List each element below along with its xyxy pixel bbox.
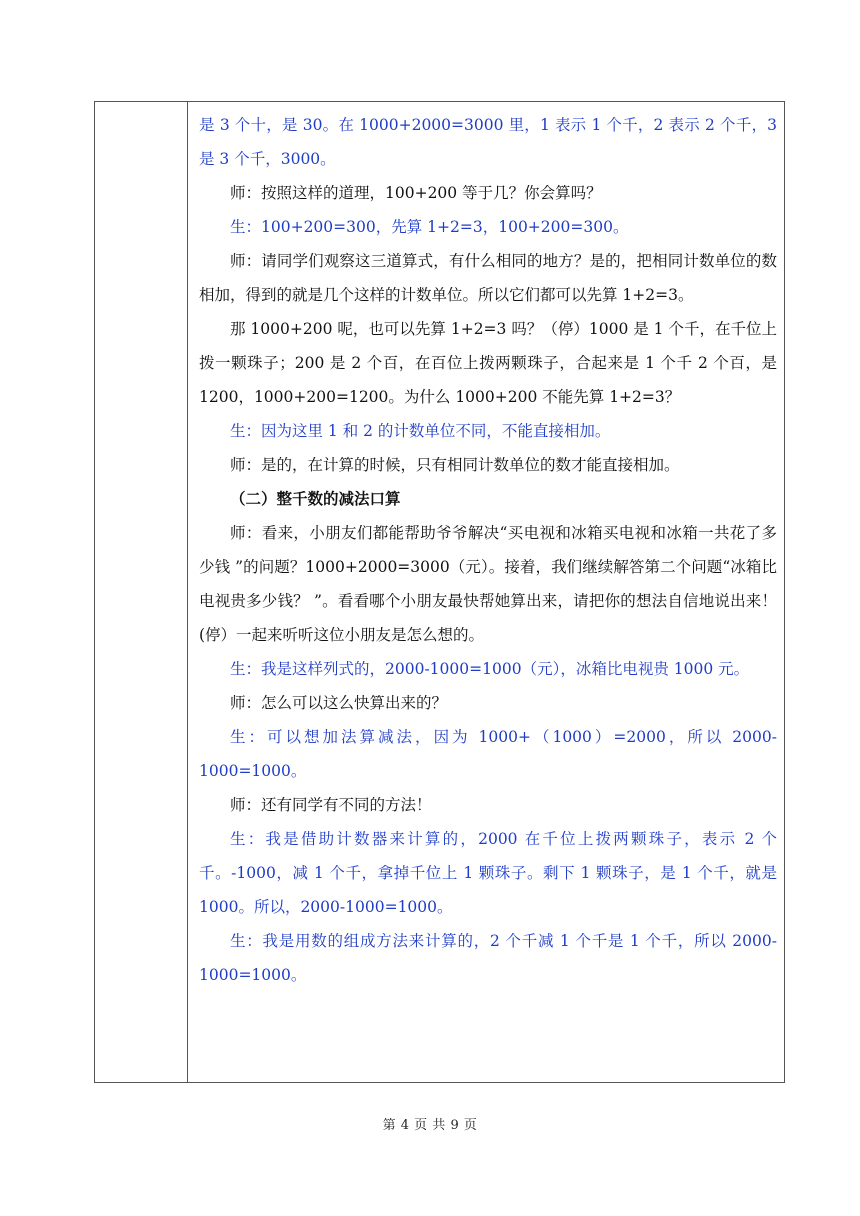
paragraph-teacher-how: 师：怎么可以这么快算出来的？	[230, 694, 448, 712]
paragraph-student-addition-method: 生：可以想加法算减法，因为 1000+（1000）=2000，所以 2000-1000=1000。	[199, 728, 777, 780]
section-heading: （二）整千数的减法口算	[230, 489, 401, 508]
table-content-cell	[199, 108, 777, 992]
paragraph-teacher-intro-subtraction: 师：看来，小朋友们都能帮助爷爷解决“买电视和冰箱买电视和冰箱一共花了多少钱 ”的问题？1000+2000=3000（元）。接着，我们继续解答第二个问题“冰箱比电视贵多少钱？ ”。看看哪个小朋友最快帮她算出来，请把你的想法自信地说出来！(停）一起来听听这位小朋友是怎么想的。	[199, 524, 777, 644]
paragraph-student-continuation: 是 3 个十，是 30。在 1000+2000=3000 里，1 表示 1 个千，2 表示 2 个千，3 是 3 个千，3000。	[199, 116, 777, 168]
lesson-table	[94, 101, 785, 1083]
paragraph-student-abacus-method: 生：我是借助计数器来计算的，2000 在千位上拨两颗珠子，表示 2 个千。-1000，减 1 个千，拿掉千位上 1 颗珠子。剩下 1 颗珠子，是 1 个千，就是 1000。所以，2000-1000=1000。	[199, 830, 777, 916]
paragraph-student-answer: 生：100+200=300，先算 1+2=3，100+200=300。	[230, 218, 629, 236]
table-left-column	[95, 102, 188, 1082]
paragraph-student-composition-method: 生：我是用数的组成方法来计算的，2 个千减 1 个千是 1 个千，所以 2000-1000=1000。	[199, 932, 777, 984]
paragraph-teacher-summary: 师：是的，在计算的时候，只有相同计数单位的数才能直接相加。	[230, 456, 680, 474]
paragraph-student-reason: 生：因为这里 1 和 2 的计数单位不同，不能直接相加。	[230, 422, 611, 440]
paragraph-teacher-observe: 师：请同学们观察这三道算式，有什么相同的地方？是的，把相同计数单位的数相加，得到的就是几个这样的计数单位。所以它们都可以先算 1+2=3。	[199, 252, 777, 304]
paragraph-teacher-other-methods: 师：还有同学有不同的方法！	[230, 796, 432, 814]
paragraph-teacher-counter: 那 1000+200 呢，也可以先算 1+2=3 吗？（停）1000 是 1 个千，在千位上拨一颗珠子；200 是 2 个百，在百位上拨两颗珠子，合起来是 1 个千 2 个百，是 1200，1000+200=1200。为什么 1000+200 不能先算 1+2=3？	[199, 320, 777, 406]
paragraph-student-equation: 生：我是这样列式的，2000-1000=1000（元），冰箱比电视贵 1000 元。	[230, 660, 750, 678]
page-footer: 第 4 页 共 9 页	[382, 1118, 478, 1133]
paragraph-teacher-question: 师：按照这样的道理，100+200 等于几？你会算吗？	[230, 184, 602, 202]
